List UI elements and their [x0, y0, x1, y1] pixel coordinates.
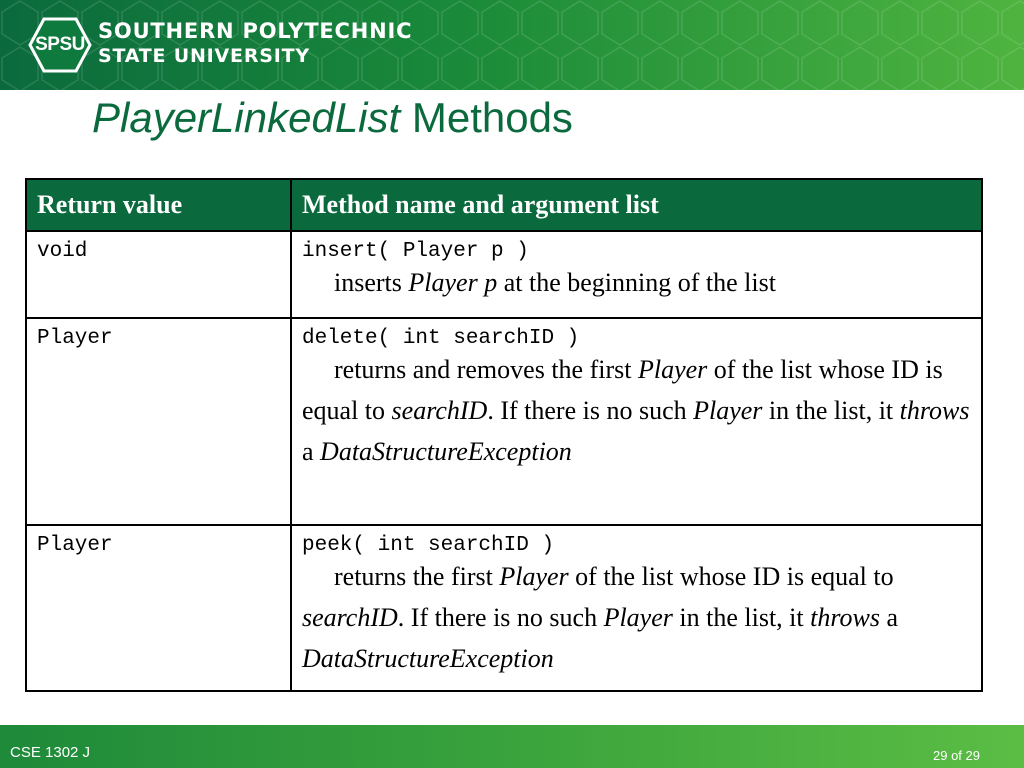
university-line-2: STATE UNIVERSITY	[98, 45, 310, 67]
table-header-row	[26, 179, 982, 231]
slide-title	[92, 94, 573, 142]
university-line-1: SOUTHERN POLYTECHNIC	[98, 19, 413, 43]
method-cell	[291, 525, 982, 691]
return-type: void	[26, 231, 291, 318]
method-description: returns the first Player of the list whose ID is equal to searchID. If there is no such Player in the list, it throws a DataStructureException	[302, 562, 899, 673]
header-method-name: Method name and argument list	[291, 179, 982, 231]
table-row	[26, 318, 982, 525]
table-row	[26, 231, 982, 318]
return-type: Player	[26, 525, 291, 691]
return-type: Player	[26, 318, 291, 525]
method-signature: peek( int searchID )	[302, 534, 555, 557]
methods-table	[25, 178, 983, 692]
table-row	[26, 525, 982, 691]
header-return-value: Return value	[26, 179, 291, 231]
method-cell	[291, 318, 982, 525]
university-name	[98, 19, 412, 69]
method-signature: insert( Player p )	[302, 240, 529, 263]
header-banner	[0, 0, 1024, 90]
method-description: returns and removes the first Player of the list whose ID is equal to searchID. If there is no such Player in the list, it throws a DataStructureException	[302, 355, 970, 466]
method-signature: delete( int searchID )	[302, 327, 580, 350]
page-number: 29 of 29	[933, 748, 980, 763]
title-plain: Methods	[411, 94, 573, 141]
university-logo	[28, 17, 92, 73]
method-cell	[291, 231, 982, 318]
logo-text: SPSU	[35, 34, 85, 55]
method-description: inserts Player p at the beginning of the list	[334, 268, 776, 297]
course-label: CSE 1302 J	[10, 744, 91, 761]
title-italic: PlayerLinkedList	[92, 94, 401, 141]
footer-bar	[0, 725, 1024, 768]
